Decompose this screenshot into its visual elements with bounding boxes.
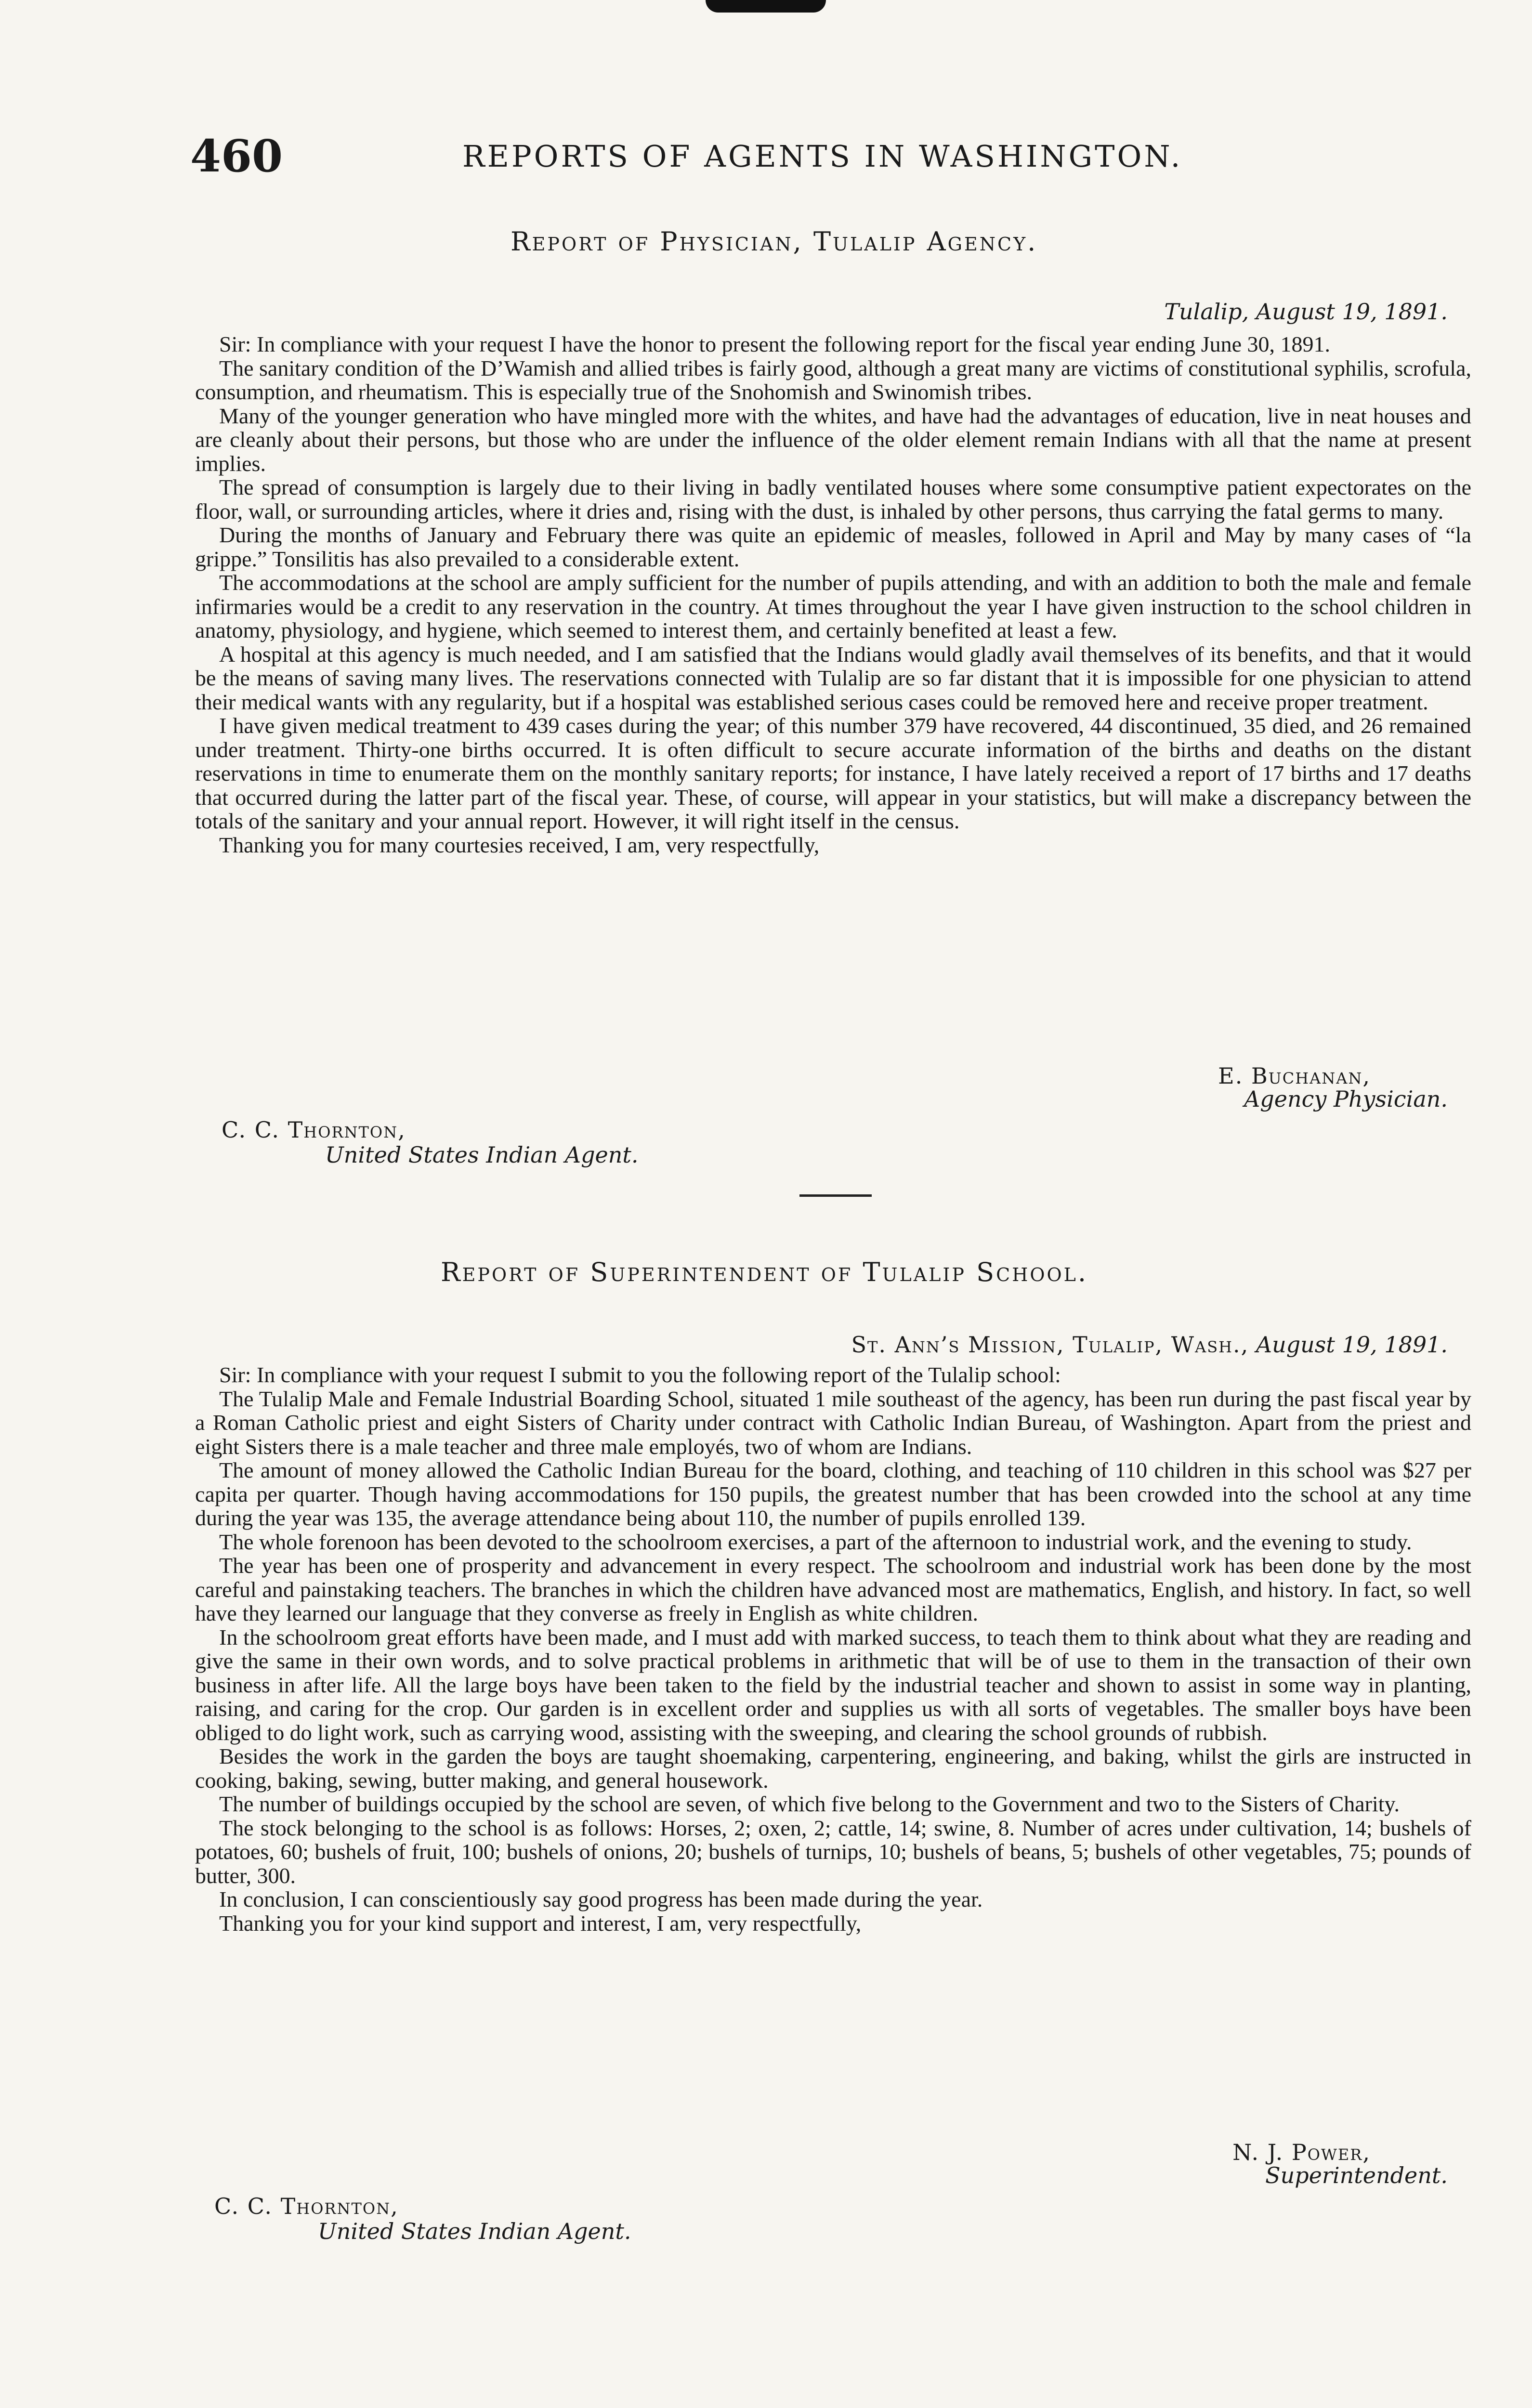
signature-name: N. J. Power, [1232, 2139, 1371, 2165]
paragraph: Thanking you for your kind support and interest, I am, very respectfully, [219, 1911, 862, 1936]
paragraph: Besides the work in the garden the boys are taught shoemaking, carpentering, engineering, and baking, whilst the girls are instructed in cooking, baking, sewing, butter making, and general housework. [195, 1744, 1471, 1793]
addressee-role: United States Indian Agent. [318, 2218, 631, 2244]
paragraph: I have given medical treatment to 439 cases during the year; of this number 379 have recovered, 44 discontinued, 35 died, and 26 remained under treatment. Thirty-one births occurred. It is often difficult to secure accurate information of the births and deaths on the distant reservations in time to enumerate them on the monthly sanitary reports; for instance, I have lately received a report of 17 births and 17 deaths that occurred during the latter part of the fiscal year. These, of course, will appear in your statistics, but will make a discrepancy between the totals of the sanitary and your annual report. However, it will right itself in the census. [195, 713, 1471, 833]
paragraph: Thanking you for many courtesies received, I am, very respectfully, [219, 832, 820, 857]
paragraph: The accommodations at the school are amply sufficient for the number of pupils attending, and with an addition to both the male and female infirmaries would be a credit to any reservation in the country. At times throughout the year I have given instruction to the school children in anatomy, physiology, and hygiene, which seemed to interest them, and certainly benefited at least a few. [195, 570, 1471, 642]
paragraph: In the schoolroom great efforts have been made, and I must add with marked success, to teach them to think about what they are reading and give the same in their own words, and to solve practical problems in arithmetic that will be of use to them in the transaction of their own business in after life. All the large boys have been taken to the field by the industrial teacher and shown to assist in some way in planting, raising, and caring for the crop. Our garden is in excellent order and supplies us with all sorts of vegetables. The smaller boys have been obliged to do light work, such as carrying wood, assisting with the sweeping, and clearing the school grounds of rubbish. [195, 1624, 1471, 1745]
school-addressee [214, 2194, 631, 2244]
signature-role: Agency Physician. [1244, 1086, 1448, 1112]
school-report-title: Report of Superintendent of Tulalip School. [441, 1257, 1088, 1287]
addressee-role: United States Indian Agent. [325, 1142, 639, 1168]
page-number: 460 [190, 130, 283, 182]
signature-name: E. Buchanan, [1218, 1063, 1371, 1089]
paragraph: The Tulalip Male and Female Industrial Boarding School, situated 1 mile southeast of the agency, has been run during the past fiscal year by a Roman Catholic priest and eight Sisters of Charity under contract with Catholic Indian Bureau, of Washington. Apart from the priest and eight Sisters there is a male teacher and three male employés, two of whom are Indians. [195, 1386, 1471, 1459]
school-signature [1232, 2141, 1448, 2187]
physician-report-body [195, 332, 1471, 857]
school-report-dateline [851, 1332, 1448, 1358]
addressee-name: C. C. Thornton, [222, 1117, 406, 1143]
paragraph: The whole forenoon has been devoted to the schoolroom exercises, a part of the afternoon to industrial work, and the evening to study. [219, 1529, 1412, 1554]
paragraph: In conclusion, I can conscientiously say good progress has been made during the year. [219, 1887, 983, 1911]
paragraph: The year has been one of prosperity and advancement in every respect. The schoolroom and industrial work has been done by the most careful and painstaking teachers. The branches in which the children have advanced most are mathematics, English, and history. In fact, so well have they learned our language that they converse as freely in English as white children. [195, 1553, 1471, 1625]
physician-report-title: Report of Physician, Tulalip Agency. [511, 226, 1038, 257]
paragraph: Sir: In compliance with your request I have the honor to present the following report for the fiscal year ending June 30, 1891. [219, 332, 1331, 356]
physician-addressee [222, 1117, 639, 1167]
paragraph: The spread of consumption is largely due to their living in badly ventilated houses where some consumptive patient expectorates on the floor, wall, or surrounding articles, where it dries and, rising with the dust, is inhaled by other persons, thus carrying the fatal germs to many. [195, 475, 1471, 523]
paragraph: The stock belonging to the school is as follows: Horses, 2; oxen, 2; cattle, 14; swine, 8. Number of acres under cultivation, 14; bushels of potatoes, 60; bushels of fruit, 100; bushels of onions, 20; bushels of turnips, 10; bushels of beans, 5; bushels of other vegetables, 75; pounds of butter, 300. [195, 1815, 1471, 1888]
physician-report-dateline: Tulalip, August 19, 1891. [1164, 299, 1448, 325]
dateline-place: St. Ann’s Mission, Tulalip, Wash., [851, 1332, 1249, 1358]
dateline-date: August 19, 1891. [1256, 1332, 1448, 1358]
physician-signature [1218, 1064, 1448, 1111]
paragraph: A hospital at this agency is much needed, and I am satisfied that the Indians would gladly avail themselves of its benefits, and that it would be the means of saving many lives. The reservations connected with Tulalip are so far distant that it is impossible for one physician to attend their medical wants with any regularity, but if a hospital was established serious cases could be removed here and receive proper treatment. [195, 641, 1471, 714]
ink-blot [706, 0, 826, 13]
school-report-body [195, 1363, 1471, 1935]
addressee-name: C. C. Thornton, [214, 2193, 399, 2219]
paragraph: Sir: In compliance with your request I submit to you the following report of the Tulalip school: [219, 1362, 1061, 1387]
signature-role: Superintendent. [1265, 2162, 1448, 2188]
section-divider [799, 1194, 872, 1197]
running-head: REPORTS OF AGENTS IN WASHINGTON. [462, 139, 1183, 174]
paragraph: Many of the younger generation who have mingled more with the whites, and have had the advantages of education, live in neat houses and are cleanly about their persons, but those who are under the influence of the older element remain Indians with all that the name at present implies. [195, 403, 1471, 476]
paragraph: During the months of January and February there was quite an epidemic of measles, followed in April and May by many cases of “la grippe.” Tonsilitis has also prevailed to a considerable extent. [195, 523, 1471, 571]
paragraph: The number of buildings occupied by the school are seven, of which five belong to the Government and two to the Sisters of Charity. [219, 1792, 1400, 1816]
page-header [190, 130, 1442, 188]
paragraph: The sanitary condition of the D’Wamish and allied tribes is fairly good, although a great many are victims of constitutional syphilis, scrofula, consumption, and rheumatism. This is especially true of the Snohomish and Swinomish tribes. [195, 355, 1471, 404]
paragraph: The amount of money allowed the Catholic Indian Bureau for the board, clothing, and teaching of 110 children in this school was $27 per capita per quarter. Though having accommodations for 150 pupils, the greatest number that has been crowded into the school at any time during the year was 135, the average attendance being about 110, the number of pupils enrolled 139. [195, 1458, 1471, 1530]
